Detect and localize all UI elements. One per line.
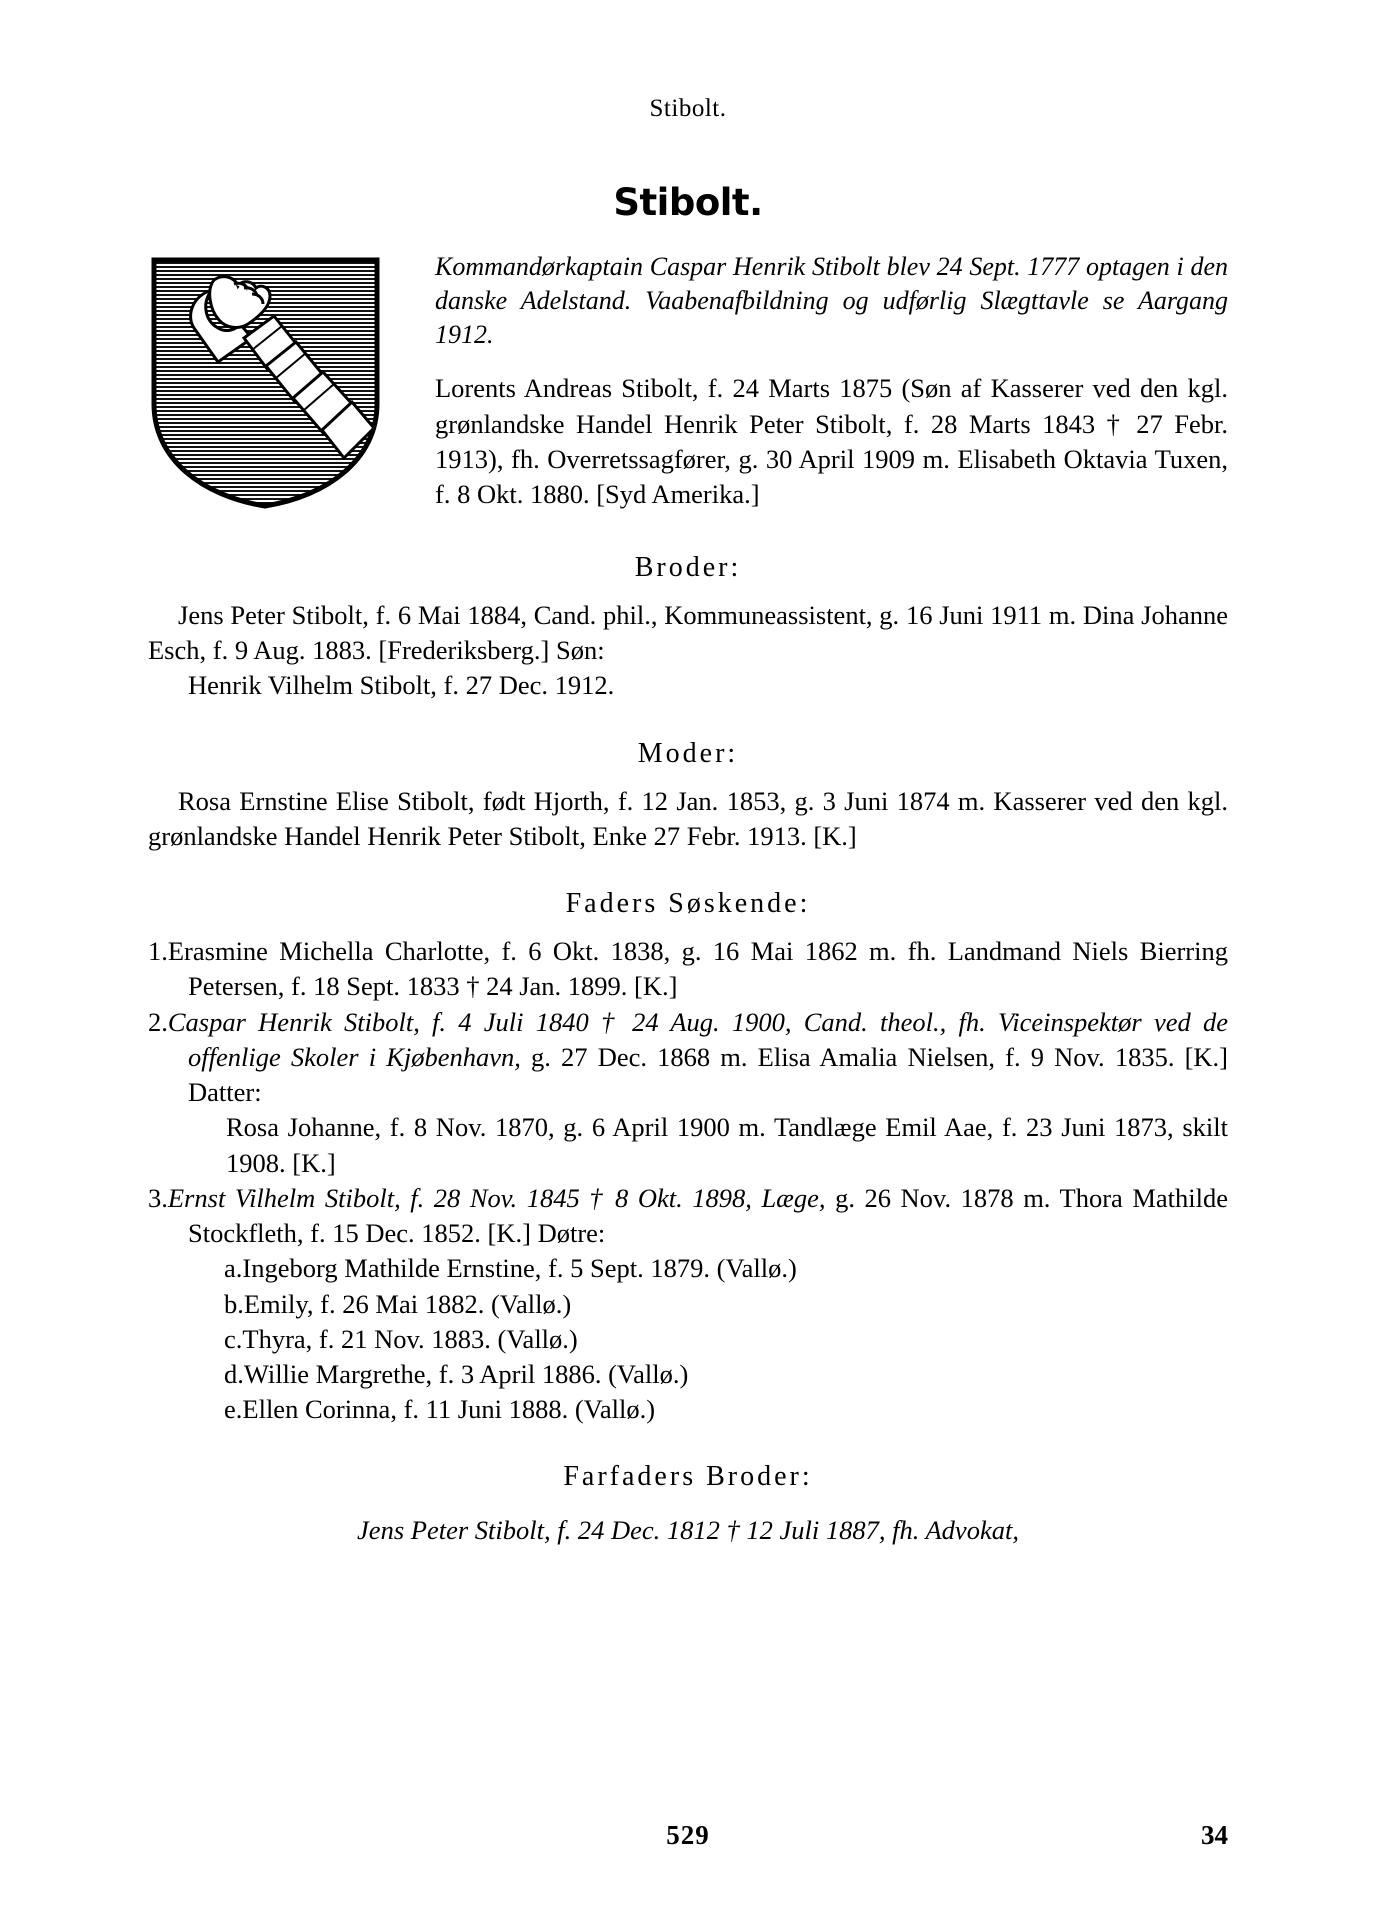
page-title: Stibolt. [613,181,763,224]
page-content [148,95,1228,1546]
child-letter: c. [224,1323,243,1354]
list-item-child [148,1357,1228,1392]
heading-faders-soeskende: Faders Søskende: [565,888,811,920]
child-text: Ingeborg Mathilde Ernstine, f. 5 Sept. 1879. (Vallø.) [242,1253,797,1284]
broder-entry: Jens Peter Stibolt, f. 6 Mai 1884, Cand. phil., Kommuneassistent, g. 16 Juni 1911 m. Dina Johanne Esch, f. 9 Aug. 1883. [Frederiksberg.] Søn: [148,600,1228,666]
child-text: Emily, f. 26 Mai 1882. (Vallø.) [243,1288,572,1319]
child-letter: b. [224,1288,244,1319]
list-item-child [148,1287,1228,1322]
child-letter: e. [224,1394,243,1425]
list-item-text-italic: Caspar Henrik Stibolt, f. 4 Juli 1840 † 24 Aug. 1900, Cand. theol., fh. Viceinspektør ved de offenlige Skoler i Kjøbenhavn, [167,1006,1228,1072]
signature-mark: 34 [1201,1820,1228,1850]
running-head: Stibolt. [649,95,727,122]
list-item-text: Erasmine Michella Charlotte, f. 6 Okt. 1838, g. 16 Mai 1862 m. fh. Landmand Niels Bierring Petersen, f. 18 Sept. 1833 † 24 Jan. 1899. [K.] [167,936,1228,1002]
list-item-child [148,1392,1228,1427]
coat-of-arms-figure [148,254,413,512]
heading-moder: Moder: [637,737,739,769]
list-item [148,934,1228,1004]
main-entry-paragraph: Lorents Andreas Stibolt, f. 24 Marts 1875 (Søn af Kasserer ved den kgl. grønlandske Handel Henrik Peter Stibolt, f. 28 Marts 1843 † 27 Febr. 1913), fh. Overretssagfører, g. 30 April 1909 m. Elisabeth Oktavia Tuxen, f. 8 Okt. 1880. [Syd Amerika.] [435,373,1228,510]
list-item [148,1005,1228,1111]
broder-son-entry: Henrik Vilhelm Stibolt, f. 27 Dec. 1912. [188,670,615,701]
page-number: 529 [666,1820,710,1850]
intro-paragraph: Kommandørkaptain Caspar Henrik Stibolt blev 24 Sept. 1777 optagen i den danske Adelstand. Vaabenafbildning og udførlig Slægttavle se Aargang 1912. [435,252,1228,349]
child-text: Willie Margrethe, f. 3 April 1886. (Vallø.) [243,1358,689,1389]
list-item-number: 2. [148,1006,168,1037]
child-letter: a. [224,1253,243,1284]
list-item-text-tail: g. 27 Dec. 1868 m. Elisa Amalia Nielsen, f. 9 Nov. 1835. [K.] Datter: [188,1041,1228,1108]
list-item-child [148,1251,1228,1286]
list-item [148,1181,1228,1251]
list-item-child: Rosa Johanne, f. 8 Nov. 1870, g. 6 April 1900 m. Tandlæge Emil Aae, f. 23 Juni 1873, skilt 1908. [K.] [226,1112,1228,1178]
child-letter: d. [224,1358,244,1389]
list-item-number: 1. [148,936,168,967]
coat-of-arms-shield-icon [148,254,383,512]
child-text: Thyra, f. 21 Nov. 1883. (Vallø.) [242,1323,578,1354]
moder-entry: Rosa Ernstine Elise Stibolt, født Hjorth, f. 12 Jan. 1853, g. 3 Juni 1874 m. Kasserer ved den kgl. grønlandske Handel Henrik Peter Stibolt, Enke 27 Febr. 1913. [K.] [148,785,1228,851]
list-item-text-tail: g. 26 Nov. 1878 m. Thora Mathilde Stockfleth, f. 15 Dec. 1852. [K.] Døtre: [188,1182,1229,1249]
list-item-number: 3. [148,1182,168,1213]
list-item-text-italic: Ernst Vilhelm Stibolt, f. 28 Nov. 1845 † 8 Okt. 1898, Læge, [167,1182,826,1213]
heading-broder: Broder: [634,552,742,583]
farfaders-broder-entry: Jens Peter Stibolt, f. 24 Dec. 1812 † 12 Juli 1887, fh. Advokat, [357,1515,1019,1546]
list-item-child [148,1322,1228,1357]
child-text: Ellen Corinna, f. 11 Juni 1888. (Vallø.) [242,1394,656,1425]
heading-farfaders-broder: Farfaders Broder: [563,1461,813,1493]
